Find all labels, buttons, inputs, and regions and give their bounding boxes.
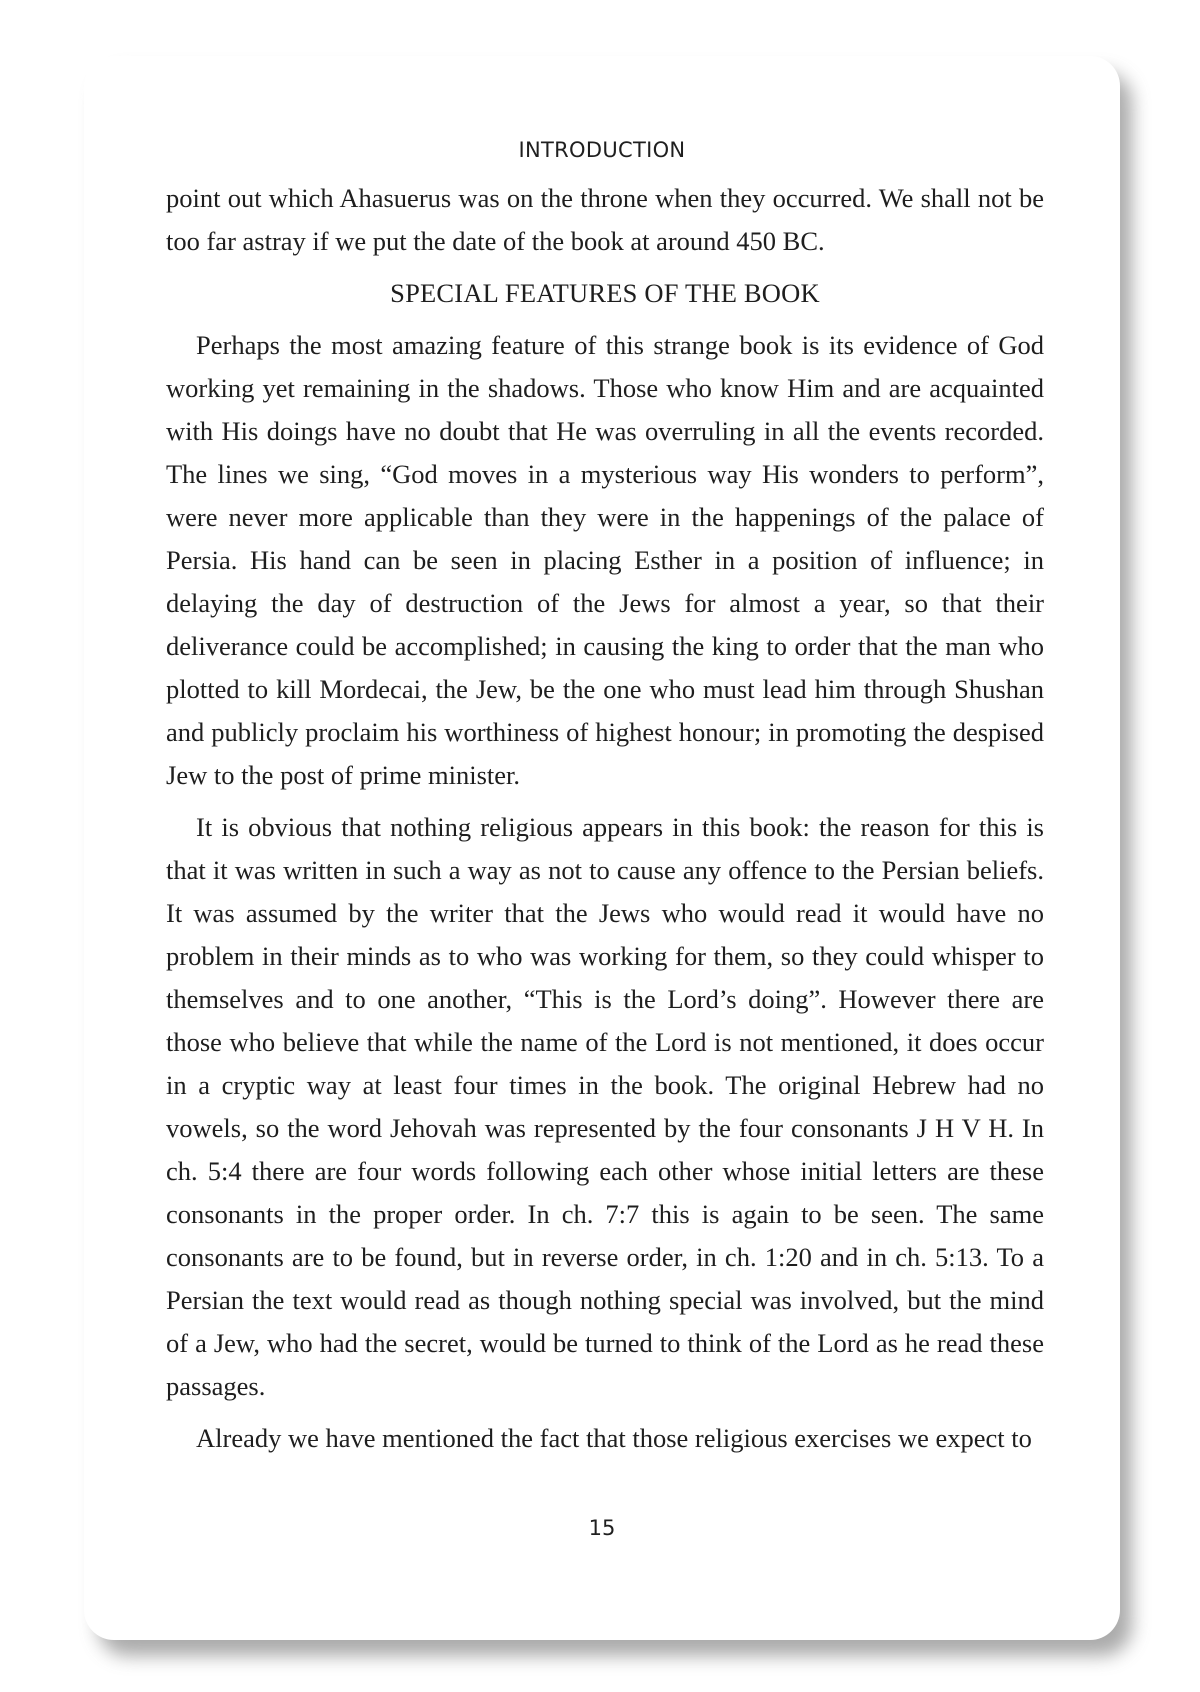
section-heading: SPECIAL FEATURES OF THE BOOK xyxy=(390,278,820,308)
body-text xyxy=(166,177,1044,1460)
running-head: INTRODUCTION xyxy=(518,138,686,162)
book-page xyxy=(84,56,1120,1640)
paragraph-1: Perhaps the most amazing feature of this strange book is its evidence of God working yet remaining in the shadows. Those who know Him and are acquainted with His doings have no doubt that He was overruling in all the events recorded. The lines we sing, “God moves in a mysterious way His wonders to perform”, were never more applicable than they were in the happenings of the palace of Persia. His hand can be seen in placing Esther in a position of influence; in delaying the day of destruction of the Jews for almost a year, so that their deliverance could be accomplished; in causing the king to order that the man who plotted to kill Mordecai, the Jew, be the one who must lead him through Shushan and publicly proclaim his worthiness of highest honour; in promoting the despised Jew to the post of prime minister. xyxy=(166,330,1044,790)
paragraph-continued: point out which Ahasuerus was on the throne when they occurred. We shall not be too far astray if we put the date of the book at around 450 BC. xyxy=(166,183,1044,256)
page-number: 15 xyxy=(588,1516,616,1540)
paragraph-3: Already we have mentioned the fact that those religious exercises we expect to xyxy=(196,1423,1032,1453)
paragraph-2: It is obvious that nothing religious appears in this book: the reason for this is that it was written in such a way as not to cause any offence to the Persian beliefs. It was assumed by the writer that the Jews who would read it would have no problem in their minds as to who was working for them, so they could whisper to themselves and to one another, “This is the Lord’s doing”. However there are those who believe that while the name of the Lord is not mentioned, it does occur in a cryptic way at least four times in the book. The original Hebrew had no vowels, so the word Jehovah was represented by the four consonants J H V H. In ch. 5:4 there are four words following each other whose initial letters are these consonants in the proper order. In ch. 7:7 this is again to be seen. The same consonants are to be found, but in reverse order, in ch. 1:20 and in ch. 5:13. To a Persian the text would read as though nothing special was involved, but the mind of a Jew, who had the secret, would be turned to think of the Lord as he read these passages. xyxy=(166,812,1044,1401)
